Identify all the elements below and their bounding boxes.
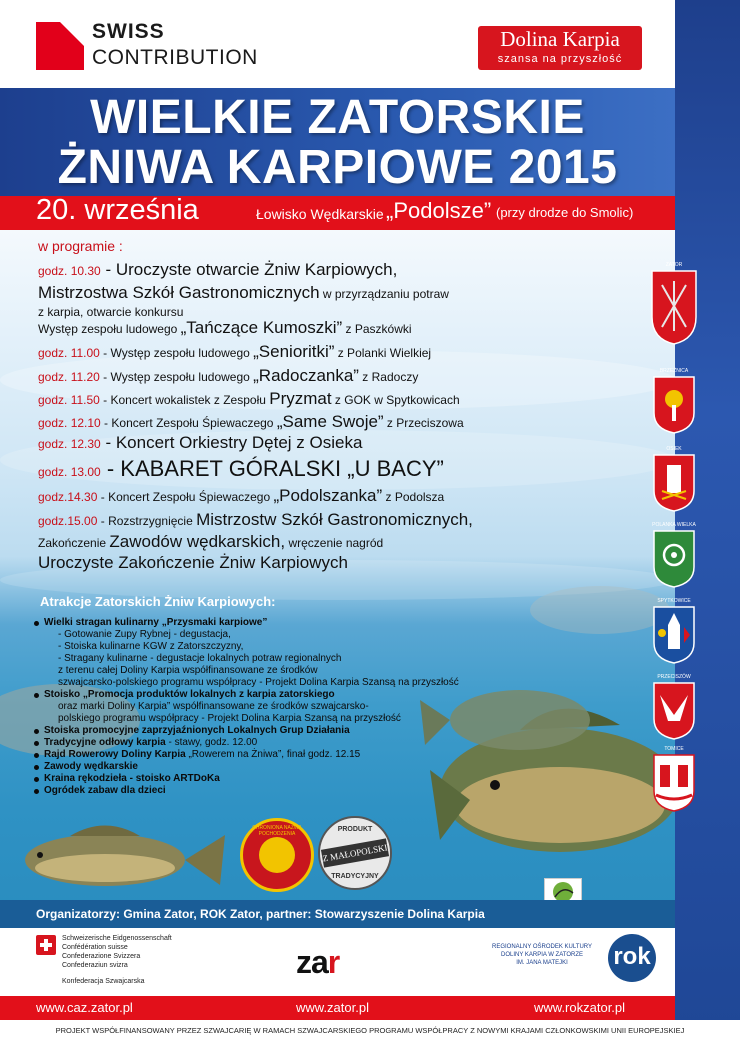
zator-logo-main: za [296,944,328,980]
programme-text: Uroczyste otwarcie Żniw Karpiowych, [115,260,398,279]
attractions-heading: Atrakcje Zatorskich Żniw Karpiowych: [40,594,276,609]
programme-text: Zakończenie [38,536,110,550]
zator-logo [296,944,339,981]
programme-text: z GOK w Spytkowicach [331,393,460,407]
programme-text: Koncert Zespołu Śpiewaczego [108,490,274,504]
programme-text: Uroczyste Zakończenie Żniw Karpiowych [38,553,348,572]
programme-highlight: „Senioritki” [253,342,335,361]
event-venue-name: „Podolsze” [386,198,492,223]
programme-text: z Polanki Wielkiej [334,346,432,360]
rok-name-line: IM. JANA MATEJKI [516,960,568,966]
crest-name: SPYTKOWICE [657,598,691,604]
programme-time: godz. 13.00 [38,465,101,479]
programme-item [38,532,383,552]
wheel-crest-icon [650,529,698,589]
attraction-item-detail: „Rowerem na Żniwa”, finał godz. 12.15 [185,749,361,760]
rok-logo-text: rok [613,943,651,970]
programme-text: w przyrządzaniu potraw [319,287,449,301]
event-venue: Łowisko Wędkarskie [256,206,384,222]
dolina-karpia-logo-slogan: szansa na przyszłość [497,53,623,65]
attraction-subitem: szwajcarsko-polskiego programu współpracy - Projekt Dolina Karpia Szansą na przyszłość [58,677,459,688]
protected-origin-seal-text: CHRONIONA NAZWA POCHODZENIA [252,825,302,837]
url-rokzator[interactable]: www.rokzator.pl [534,1000,626,1015]
attraction-item: Zawody wędkarskie [44,761,138,772]
programme-text: z Podolsza [382,490,445,504]
programme-text: z Paszkówki [342,322,412,336]
programme-time: godz. 11.20 [38,370,100,384]
attraction-item-title: Tradycyjne odłowy karpia [44,737,166,748]
programme-item [38,510,473,530]
bullet-icon [34,729,39,734]
tower-crest-icon [650,453,698,513]
programme-highlight: „Radoczanka” [253,366,359,385]
zator-logo-accent: r [327,944,340,980]
attraction-subitem: polskiego programu współpracy - Projekt Dolina Karpia Szansą na przyszłość [58,713,401,724]
programme-item [38,389,460,409]
confederation-line: Confederaziun svizra [62,962,128,969]
title-line1: WIELKIE ZATORSKIE [90,91,585,144]
programme-separator: - [100,433,116,452]
crest-name: POLANKA WIELKA [652,522,696,528]
programme-text: Rozstrzygnięcie [108,514,197,528]
programme-highlight: „Podolszanka” [273,486,383,505]
crossed-swords-crest-icon [650,269,698,345]
attraction-subitem: - Stragany kulinarne - degustacje lokalnych potraw regionalnych [58,653,342,664]
dolina-karpia-logo-name: Dolina Karpia [500,27,620,51]
programme-item [38,412,464,432]
programme-text: Koncert Orkiestry Dętej z Osieka [115,433,363,452]
url-zator[interactable]: www.zator.pl [296,1000,369,1015]
programme-item [38,318,412,338]
programme-item [38,433,362,453]
traditional-product-seal-top: PRODUKT [337,826,373,833]
crest-zator [650,262,698,345]
attraction-item: Kraina rękodzieła - stoisko ARTDoKa [44,773,220,784]
programme-separator: - [97,514,109,528]
bullet-icon [34,789,39,794]
rok-logo-icon [608,934,656,982]
attraction-item [44,749,360,761]
crest-name: PRZECISZÓW [657,674,691,680]
programme-time: godz. 11.50 [38,393,100,407]
confederation-line: Confédération suisse [62,944,128,951]
bullet-icon [34,741,39,746]
rok-name-line: REGIONALNY OŚRODEK KULTURY [491,944,593,950]
programme-text: z Przeciszowa [383,416,464,430]
traditional-product-seal-bottom: TRADYCYJNY [331,873,379,880]
eagle-crest-icon [650,681,698,741]
title-line2: ŻNIWA KARPIOWE 2015 [57,141,618,194]
programme-text: KABARET GÓRALSKI „U BACY” [120,456,444,481]
bullet-icon [34,621,39,626]
attraction-item: Stoisko „Promocja produktów lokalnych z karpia zatorskiego [44,689,335,700]
programme-time: godz.15.00 [38,514,98,528]
bullet-icon [34,753,39,758]
crest-name: TOMICE [664,746,684,752]
programme-text: Występ zespołu ludowego [38,322,181,336]
attraction-item: Stoiska promocyjne zaprzyjaźnionych Lokalnych Grup Działania [44,725,350,736]
traditional-product-seal-band: Z MAŁOPOLSKI [321,838,389,867]
programme-text: z Radoczy [358,370,419,384]
organizers-text: Organizatorzy: Gmina Zator, ROK Zator, partner: Stowarzyszenie Dolina Karpia [36,907,485,921]
programme-highlight: „Tańczące Kumoszki” [180,318,343,337]
crest-tomice [650,746,698,813]
swiss-contribution-line2: CONTRIBUTION [92,46,258,69]
attraction-subitem: - Stoiska kulinarne KGW z Zatorszczyzny, [58,641,244,652]
crest-spytkowice [650,598,698,665]
programme-highlight: „Same Swoje” [276,412,384,431]
confederation-polish: Konfederacja Szwajcarska [62,978,145,985]
crest-name: BRZEŹNICA [659,368,689,374]
programme-item [38,456,444,482]
swiss-contribution-line1: SWISS [92,20,165,43]
medium-carp-icon [420,690,590,750]
programme-text: Koncert Zespołu Śpiewaczego [111,416,277,430]
event-venue-note: (przy drodze do Smolic) [496,205,634,220]
programme-highlight: Mistrzostw Szkół Gastronomicznych, [196,510,473,529]
crest-name: OSIEK [666,446,682,452]
attraction-item: Ogródek zabaw dla dzieci [44,785,166,796]
programme-text: wręczenie nagród [285,536,384,550]
programme-time: godz. 12.10 [38,416,101,430]
confederation-line: Confederazione Svizzera [62,953,141,960]
programme-separator: - [99,370,111,384]
programme-highlight: Zawodów wędkarskich, [109,532,286,551]
crest-przeciszow [650,674,698,741]
confederation-line: Schweizerische Eidgenossenschaft [62,935,172,942]
programme-item [38,553,348,573]
crest-brzeznica [650,368,698,435]
programme-separator: - [99,346,111,360]
tree-crest-icon [650,375,698,435]
programme-time: godz.14.30 [38,490,98,504]
programme-heading: w programie : [38,238,123,254]
programme-item [38,342,431,362]
attraction-subitem: oraz marki Doliny Karpia” współfinansowane ze środków szwajcarsko- [58,701,369,712]
programme-separator: - [100,416,112,430]
programme-time: godz. 10.30 [38,264,101,278]
attraction-subitem: - Gotowanie Zupy Rybnej - degustacja, [58,629,231,640]
bullet-icon [34,765,39,770]
attraction-item: Wielki stragan kulinarny „Przysmaki karpiowe” [44,617,268,628]
attraction-subitem: z terenu całej Doliny Karpia współfinansowane ze środków [58,665,318,676]
protected-origin-seal-icon [240,818,314,892]
programme-item [38,366,418,386]
programme-text: Mistrzostwa Szkół Gastronomicznych [38,283,320,302]
programme-text: Koncert wokalistek z Zespołu [110,393,270,407]
small-carp-icon [25,826,225,887]
seal-center-icon [259,837,295,873]
programme-time: godz. 11.00 [38,346,100,360]
bullet-icon [34,693,39,698]
cofinancing-disclaimer: PROJEKT WSPÓŁFINANSOWANY PRZEZ SZWAJCARIĘ W RAMACH SZWAJCARSKIEGO PROGRAMU WSPÓŁPRACY Z NOWYMI KRAJAMI CZŁONKOWSKIMI UNII EUROPEJSKIEJ [55,1026,685,1035]
crest-osiek [650,446,698,513]
rok-name-line: DOLINY KARPIA W ZATORZE [500,952,584,958]
programme-separator: - [100,260,116,279]
church-crest-icon [650,605,698,665]
programme-separator: - [97,490,109,504]
programme-text: z karpia, otwarcie konkursu [38,305,184,319]
programme-item [38,283,449,303]
attraction-item [44,737,257,749]
programme-item [38,486,444,506]
attraction-item-detail: - stawy, godz. 12.00 [165,737,258,748]
castle-crest-icon [650,753,698,813]
programme-separator: - [100,456,121,481]
programme-item [38,260,397,280]
programme-time: godz. 12.30 [38,437,101,451]
programme-text: Występ zespołu ludowego [110,370,254,384]
event-date: 20. września [36,194,199,226]
crest-polanka-wielka [650,522,698,589]
url-caz-zator[interactable]: www.caz.zator.pl [36,1000,133,1015]
attraction-item-title: Rajd Rowerowy Doliny Karpia [44,749,186,760]
swiss-flag-icon [36,935,56,955]
programme-separator: - [99,393,111,407]
crest-name: ZATOR [665,262,683,268]
traditional-product-seal-icon [318,816,392,890]
bullet-icon [34,777,39,782]
programme-text: Występ zespołu ludowego [110,346,254,360]
programme-highlight: Pryzmat [269,389,332,408]
